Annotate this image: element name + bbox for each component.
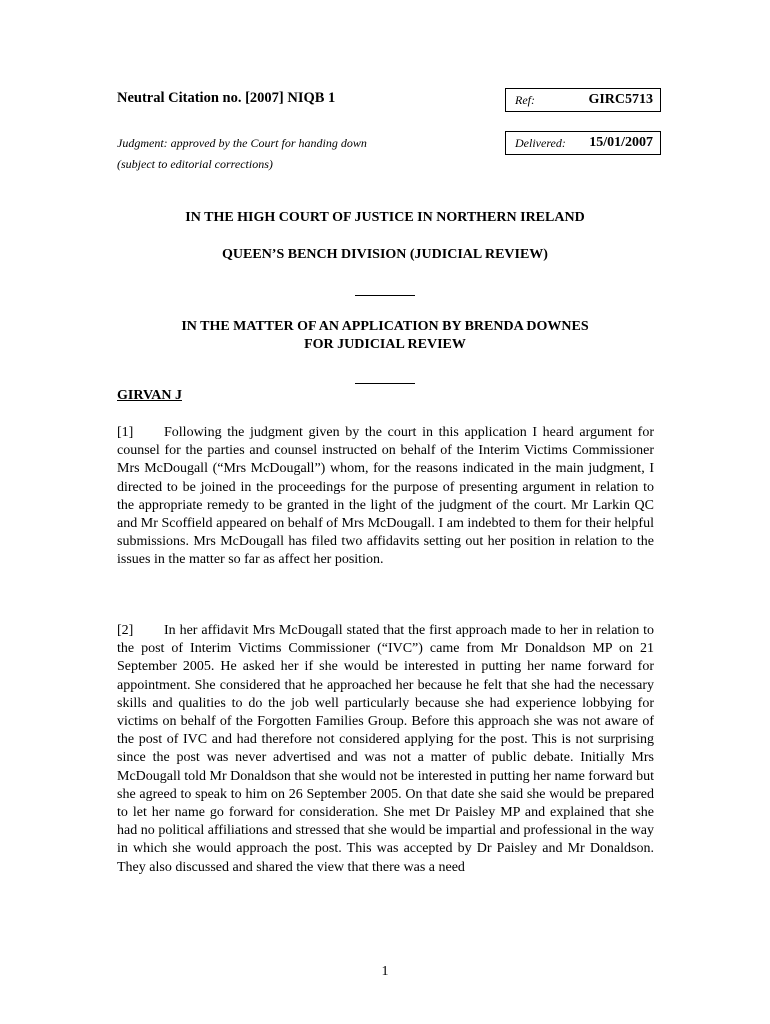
divider-rule: [355, 295, 415, 296]
paragraph-2: [117, 622, 654, 877]
paragraph-1: [117, 424, 654, 570]
ref-box: [505, 88, 661, 112]
divider-rule: [355, 383, 415, 384]
subject-note: (subject to editorial corrections): [117, 157, 273, 171]
delivered-value: 15/01/2007: [589, 135, 653, 150]
matter-title: [100, 318, 670, 354]
matter-line-1: IN THE MATTER OF AN APPLICATION BY BRENDA DOWNES: [181, 319, 589, 334]
paragraph-text: In her affidavit Mrs McDougall stated that the first approach made to her in relation to the post of Interim Victims Commissioner (“IVC”) came from Mr Donaldson MP on 21 September 2005. He asked her if she would be interested in putting her name forward for appointment. She considered that he approached her because he felt that she had the necessary skills and qualities to do the job well particularly because she had experience lobbying for victims on behalf of the Forgotten Families Group. Before this approach she was not aware of the post of IVC and had therefore not considered applying for the post. This is not surprising since the post was never advertised and was not a matter of public debate. Initially Mrs McDougall told Mr Donaldson that she would not be interested in putting her name forward but she agreed to speak to him on 26 September 2005. On that date she said she would be prepared to let her name go forward for consideration. She met Dr Paisley MP and explained that she had no political affiliations and stressed that she would be impartial and professional in the way in which she would approach the post. This was accepted by Dr Paisley and Mr Donaldson. They also discussed and shared the view that there was a need: [117, 623, 654, 875]
paragraph-number: [1]: [117, 425, 134, 440]
matter-line-2: FOR JUDICIAL REVIEW: [304, 337, 466, 352]
delivered-label: Delivered:: [515, 136, 566, 150]
ref-label: Ref:: [515, 93, 535, 107]
page-number: 1: [381, 964, 389, 979]
delivered-box: [505, 131, 661, 155]
paragraph-number: [2]: [117, 623, 134, 638]
judge-name: GIRVAN J: [117, 388, 182, 403]
paragraph-text: Following the judgment given by the court in this application I heard argument for counsel for the parties and counsel instructed on behalf of the Interim Victims Commissioner Mrs McDougall (“Mrs McDougall”) whom, for the reasons indicated in the main judgment, I directed to be joined in the proceedings for the purpose of presenting argument in relation to the appropriate remedy to be granted in the light of the judgment of the court. Mr Larkin QC and Mr Scoffield appeared on behalf of Mrs McDougall. I am indebted to them for their helpful submissions. Mrs McDougall has filed two affidavits setting out her position in relation to the issues in the matter so far as affect her position.: [117, 425, 654, 568]
approved-note: Judgment: approved by the Court for handing down: [117, 136, 367, 150]
neutral-citation: Neutral Citation no. [2007] NIQB 1: [117, 90, 336, 106]
division-name: QUEEN’S BENCH DIVISION (JUDICIAL REVIEW): [222, 247, 548, 262]
court-name: IN THE HIGH COURT OF JUSTICE IN NORTHERN IRELAND: [185, 210, 585, 225]
ref-value: GIRC5713: [588, 92, 653, 107]
